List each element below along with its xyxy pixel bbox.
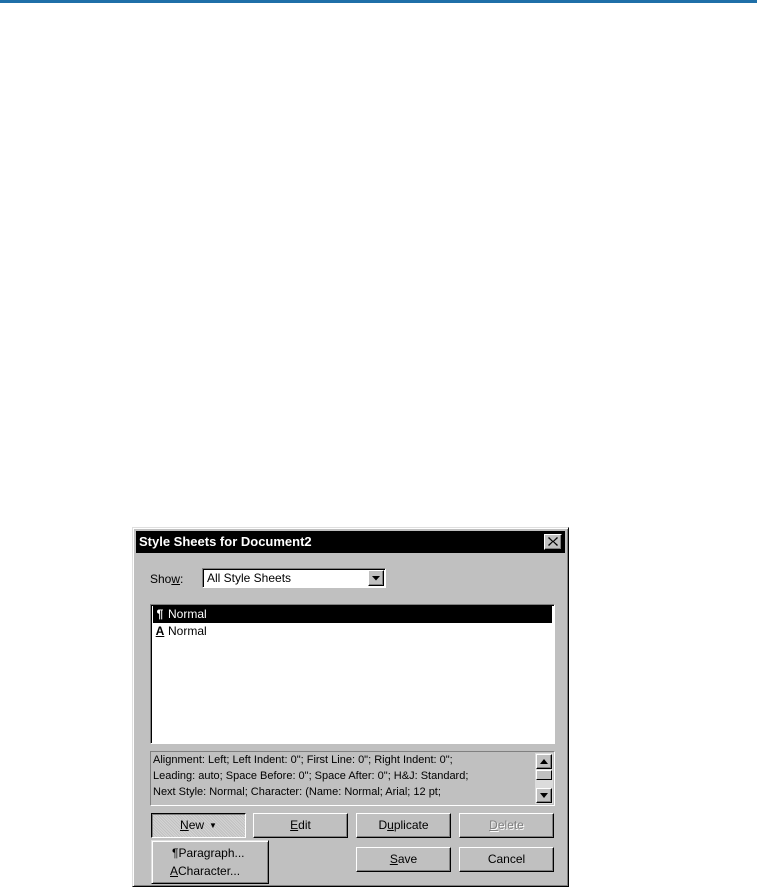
menu-item-paragraph[interactable]: ¶Paragraph... <box>172 846 245 860</box>
description-line: Next Style: Normal; Character: (Name: Normal; Arial; 12 pt; <box>153 786 441 798</box>
dialog-title: Style Sheets for Document2 <box>139 534 312 549</box>
style-item-label: Normal <box>168 624 207 638</box>
menu-item-character[interactable]: ACharacter... <box>170 864 241 878</box>
paragraph-icon: ¶ <box>172 846 179 860</box>
character-icon: A <box>155 624 165 638</box>
style-item-label: Normal <box>168 607 207 621</box>
close-icon <box>548 537 558 546</box>
paragraph-icon: ¶ <box>156 607 164 621</box>
new-button[interactable]: New ▼ <box>151 813 246 838</box>
style-item-character-normal[interactable] <box>153 623 552 640</box>
style-item-paragraph-normal[interactable] <box>153 606 552 623</box>
show-label: Show: <box>150 572 184 586</box>
description-line: Leading: auto; Space Before: 0"; Space After: 0"; H&J: Standard; <box>153 770 469 782</box>
dialog-titlebar[interactable] <box>136 531 565 553</box>
style-list[interactable] <box>150 604 555 744</box>
scroll-thumb[interactable] <box>536 770 552 780</box>
arrow-up-icon <box>540 759 548 764</box>
chevron-down-icon <box>372 576 380 581</box>
show-dropdown-value: All Style Sheets <box>207 571 292 585</box>
scroll-up-button[interactable] <box>536 754 552 769</box>
chevron-down-icon: ▼ <box>209 821 217 830</box>
top-rule <box>0 0 757 3</box>
description-line: Alignment: Left; Left Indent: 0"; First Line: 0"; Right Indent: 0"; <box>153 754 453 766</box>
character-icon: A <box>170 864 179 878</box>
save-button[interactable]: Save <box>356 847 451 872</box>
cancel-button[interactable]: Cancel <box>459 847 554 872</box>
delete-button[interactable]: Delete <box>459 813 554 838</box>
new-style-menu <box>151 840 269 884</box>
arrow-down-icon <box>540 793 548 798</box>
style-description <box>150 751 555 806</box>
style-sheets-dialog <box>132 527 569 887</box>
scroll-down-button[interactable] <box>536 788 552 803</box>
dropdown-arrow-button[interactable] <box>368 570 384 586</box>
description-scrollbar[interactable] <box>535 753 553 804</box>
edit-button[interactable]: Edit <box>253 813 348 838</box>
close-button[interactable] <box>544 534 562 550</box>
duplicate-button[interactable]: Duplicate <box>356 813 451 838</box>
show-dropdown[interactable] <box>202 568 386 588</box>
